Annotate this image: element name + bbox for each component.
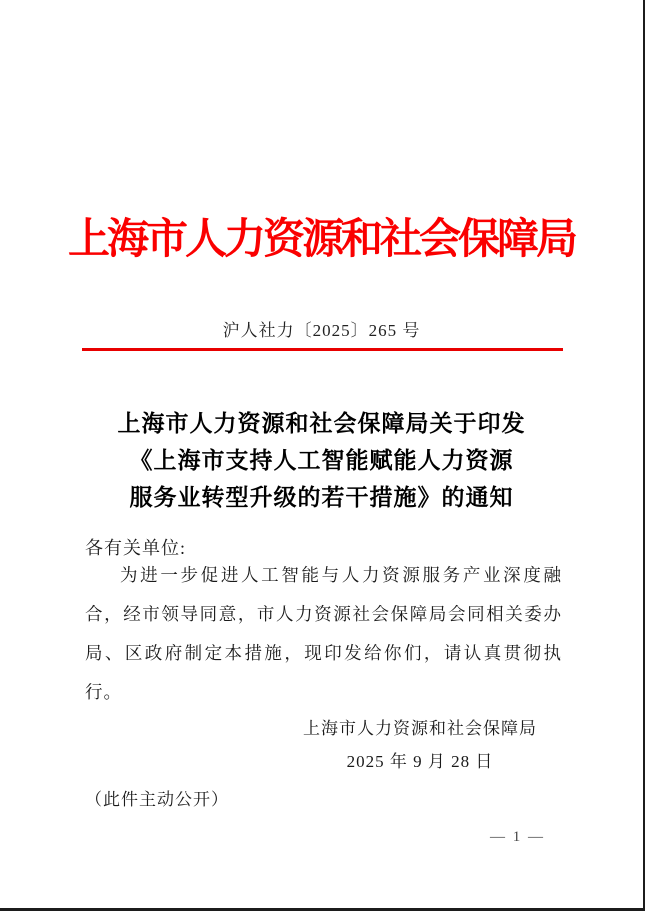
document-number: 沪人社力〔2025〕265 号 bbox=[222, 321, 421, 340]
body-paragraph: 为进一步促进人工智能与人力资源服务产业深度融合，经市领导同意，市人力资源社会保障局会同相关委办局、区政府制定本措施，现印发给你们，请认真贯彻执行。 bbox=[85, 565, 562, 702]
red-separator-rule bbox=[82, 348, 563, 351]
signature-date: 2025 年 9 月 28 日 bbox=[346, 752, 494, 771]
document-title-line-3: 服务业转型升级的若干措施》的通知 bbox=[129, 485, 514, 510]
disclosure-note: （此件主动公开） bbox=[85, 790, 229, 809]
document-title-line-1: 上海市人力资源和社会保障局关于印发 bbox=[117, 411, 526, 436]
signature-block bbox=[303, 712, 537, 778]
page-number: — 1 — bbox=[490, 829, 545, 845]
document-title bbox=[0, 405, 643, 516]
agency-letterhead-title: 上海市人力资源和社会保障局 bbox=[67, 217, 575, 263]
salutation: 各有关单位: bbox=[85, 538, 187, 558]
document-title-line-2: 《上海市支持人工智能赋能人力资源 bbox=[129, 448, 514, 473]
signer-name: 上海市人力资源和社会保障局 bbox=[303, 719, 537, 738]
